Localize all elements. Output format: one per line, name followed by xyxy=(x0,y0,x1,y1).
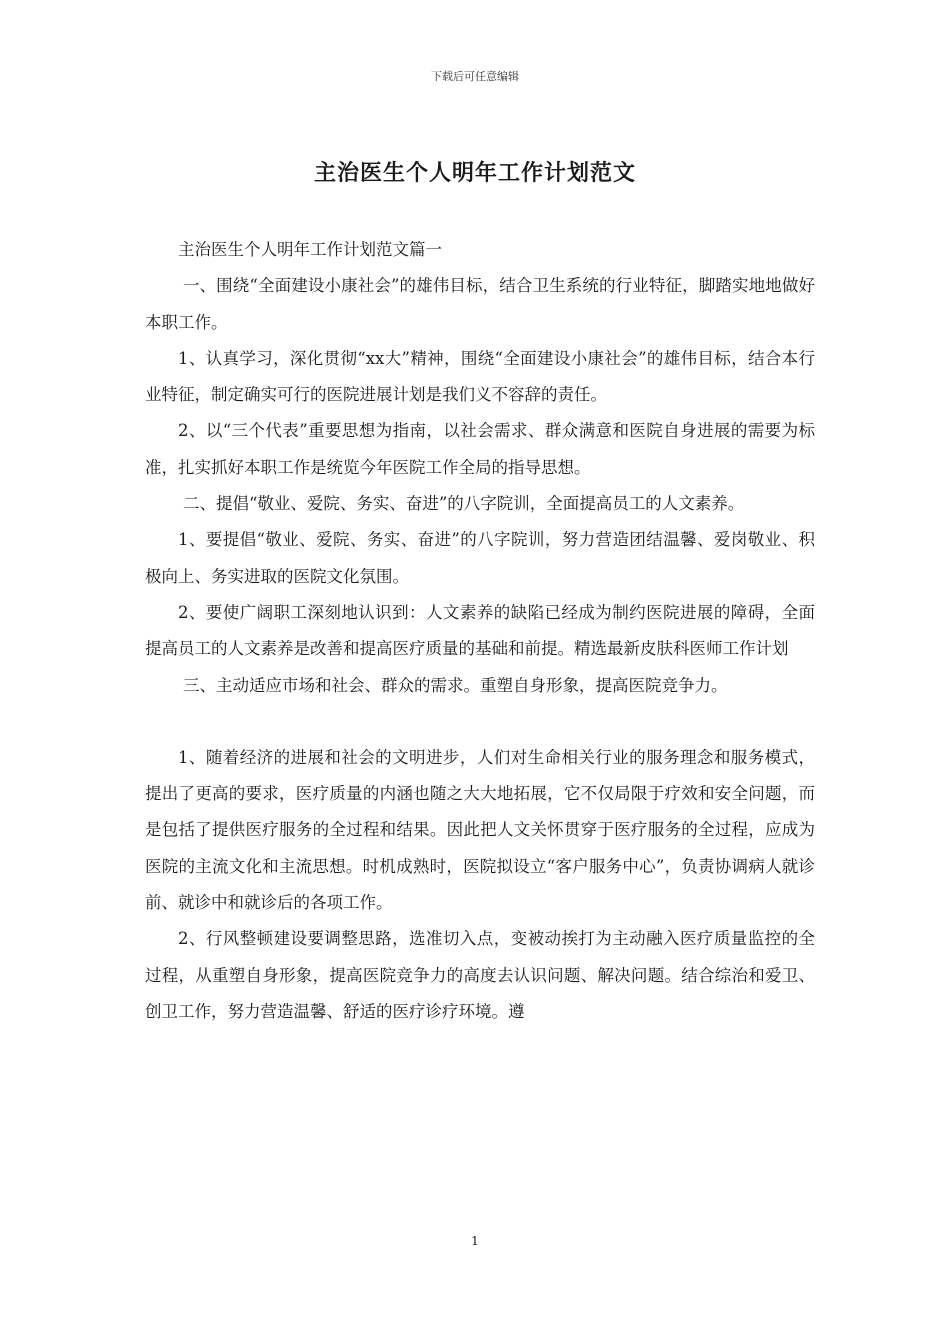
paragraph: 2、要使广阔职工深刻地认识到：人文素养的缺陷已经成为制约医院进展的障碍，全面提高员工的人文素养是改善和提高医疗质量的基础和前提。精选最新皮肤科医师工作计划 xyxy=(145,602,815,659)
paragraph: 1、认真学习，深化贯彻“xx大”精神，围绕“全面建设小康社会”的雄伟目标，结合本行业特征，制定确实可行的医院进展计划是我们义不容辞的责任。 xyxy=(145,348,815,405)
page-header-note: 下载后可任意编辑 xyxy=(431,70,519,83)
page-number: 1 xyxy=(471,1234,479,1248)
paragraph: 1、要提倡“敬业、爱院、务实、奋进”的八字院训，努力营造团结温馨、爱岗敬业、积极向上、务实进取的医院文化氛围。 xyxy=(145,530,815,586)
document-title: 主治医生个人明年工作计划范文 xyxy=(313,160,636,186)
paragraph: 主治医生个人明年工作计划范文篇一 xyxy=(178,240,442,259)
paragraph: 二、提倡“敬业、爱院、务实、奋进”的八字院训，全面提高员工的人文素养。 xyxy=(182,494,745,514)
paragraph: 2、以“三个代表”重要思想为指南，以社会需求、群众满意和医院自身进展的需要为标准，扎实抓好本职工作是统览今年医院工作全局的指导思想。 xyxy=(145,421,815,477)
paragraph: 1、随着经济的进展和社会的文明进步，人们对生命相关行业的服务理念和服务模式，提出了更高的要求，医疗质量的内涵也随之大大地拓展，它不仅局限于疗效和安全问题，而是包括了提供医疗服务的全过程和结果。因此把人文关怀贯穿于医疗服务的全过程，应成为医院的主流文化和主流思想。时机成熟时，医院拟设立“客户服务中心”，负责协调病人就诊前、就诊中和就诊后的各项工作。 xyxy=(145,747,815,913)
paragraph: 2、行风整顿建设要调整思路，选准切入点，变被动挨打为主动融入医疗质量监控的全过程，从重塑自身形象，提高医院竞争力的高度去认识问题、解决问题。结合综治和爱卫、创卫工作，努力营造温馨、舒适的医疗诊疗环境。遵 xyxy=(145,929,815,1021)
paragraph: 一、围绕“全面建设小康社会”的雄伟目标，结合卫生系统的行业特征，脚踏实地地做好本职工作。 xyxy=(145,276,815,332)
document-body xyxy=(145,232,815,1030)
paragraph: 三、主动适应市场和社会、群众的需求。重塑自身形象，提高医院竞争力。 xyxy=(182,675,728,695)
